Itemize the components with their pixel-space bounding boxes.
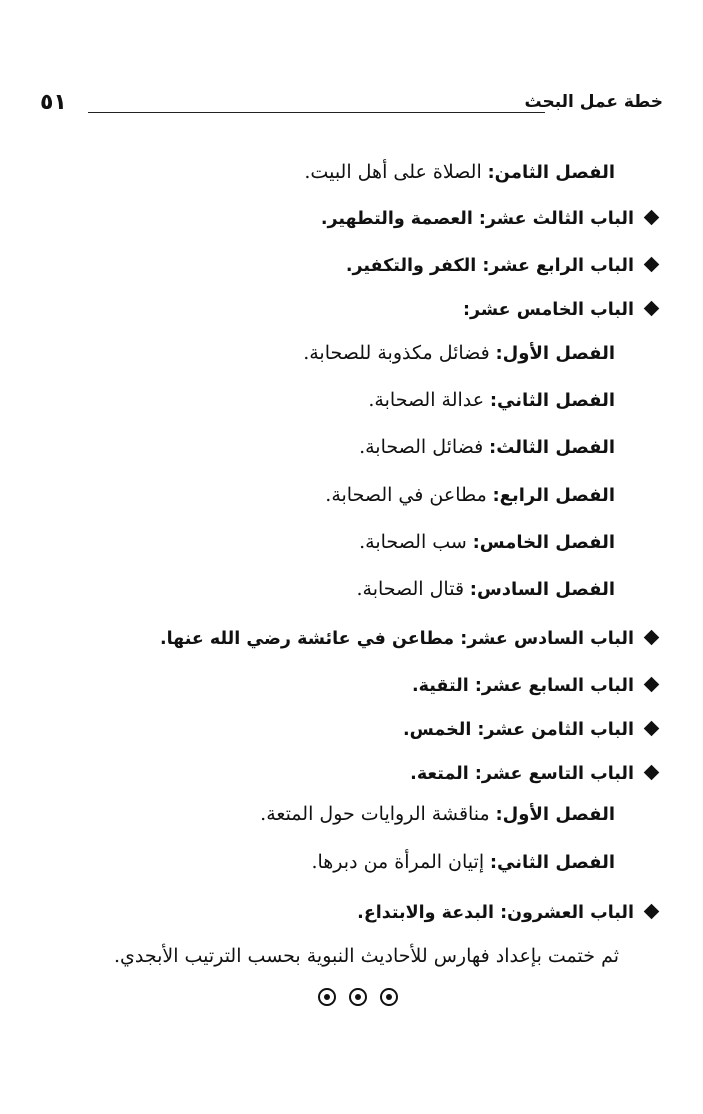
chapter-text: قتال الصحابة. xyxy=(356,578,465,600)
part-line xyxy=(357,899,657,927)
part-text: الباب السادس عشر: مطاعن في عائشة رضي الله عنها. xyxy=(159,629,634,649)
diamond-bullet-icon xyxy=(644,764,660,780)
part-text: الباب الخامس عشر: xyxy=(462,300,634,320)
chapter-label: الفصل السادس: xyxy=(469,579,615,600)
chapter-label: الفصل الثالث: xyxy=(489,437,615,458)
part-line xyxy=(321,205,657,233)
part-text: الباب السابع عشر: التقية. xyxy=(412,676,634,696)
chapter-text: مطاعن في الصحابة. xyxy=(325,484,487,506)
chapter-text: الصلاة على أهل البيت. xyxy=(304,161,482,183)
chapter-line xyxy=(359,433,615,462)
diamond-bullet-icon xyxy=(644,256,660,272)
part-text: الباب التاسع عشر: المتعة. xyxy=(410,764,634,784)
chapter-label: الفصل الثاني: xyxy=(489,390,615,411)
chapter-label: الفصل الأول: xyxy=(495,804,615,825)
chapter-text: سب الصحابة. xyxy=(359,531,467,553)
part-line xyxy=(160,625,657,653)
diamond-bullet-icon xyxy=(644,903,660,919)
running-title: خطة عمل البحث xyxy=(524,92,663,112)
chapter-line xyxy=(311,848,615,877)
diamond-bullet-icon xyxy=(644,300,660,316)
chapter-text: مناقشة الروايات حول المتعة. xyxy=(260,803,490,825)
chapter-text: إتيان المرأة من دبرها. xyxy=(311,851,485,873)
diamond-bullet-icon xyxy=(644,676,660,692)
header-rule xyxy=(88,112,545,113)
part-text: الباب الثالث عشر: العصمة والتطهير. xyxy=(320,209,634,229)
chapter-text: فضائل مكذوبة للصحابة. xyxy=(303,342,490,364)
page-header xyxy=(40,92,663,120)
ornament-row xyxy=(318,988,398,1012)
diamond-bullet-icon xyxy=(644,209,660,225)
chapter-line xyxy=(356,575,615,604)
chapter-line xyxy=(359,528,615,557)
chapter-label: الفصل الخامس: xyxy=(472,532,615,553)
flower-ornament-icon xyxy=(318,988,336,1006)
part-text: الباب الرابع عشر: الكفر والتكفير. xyxy=(345,256,634,276)
chapter-label: الفصل الثاني: xyxy=(489,852,615,873)
part-line xyxy=(410,760,657,788)
chapter-line xyxy=(368,386,615,415)
flower-ornament-icon xyxy=(349,988,367,1006)
chapter-line xyxy=(325,481,615,510)
chapter-label: الفصل الأول: xyxy=(495,343,615,364)
page-number: ٥١ xyxy=(40,90,67,115)
chapter-label: الفصل الرابع: xyxy=(492,485,615,506)
part-line xyxy=(346,252,657,280)
diamond-bullet-icon xyxy=(644,629,660,645)
chapter-text: فضائل الصحابة. xyxy=(359,436,484,458)
chapter-line xyxy=(260,800,615,829)
part-line xyxy=(403,716,657,744)
part-line xyxy=(463,296,657,324)
part-text: الباب العشرون: البدعة والابتداع. xyxy=(357,903,634,923)
closing-paragraph: ثم ختمت بإعداد فهارس للأحاديث النبوية بحسب الترتيب الأبجدي. xyxy=(113,945,619,967)
chapter-line xyxy=(303,339,615,368)
flower-ornament-icon xyxy=(380,988,398,1006)
diamond-bullet-icon xyxy=(644,720,660,736)
chapter-text: عدالة الصحابة. xyxy=(368,389,485,411)
chapter-label: الفصل الثامن: xyxy=(487,162,615,183)
chapter-line xyxy=(304,158,615,187)
part-text: الباب الثامن عشر: الخمس. xyxy=(403,720,634,740)
part-line xyxy=(412,672,657,700)
